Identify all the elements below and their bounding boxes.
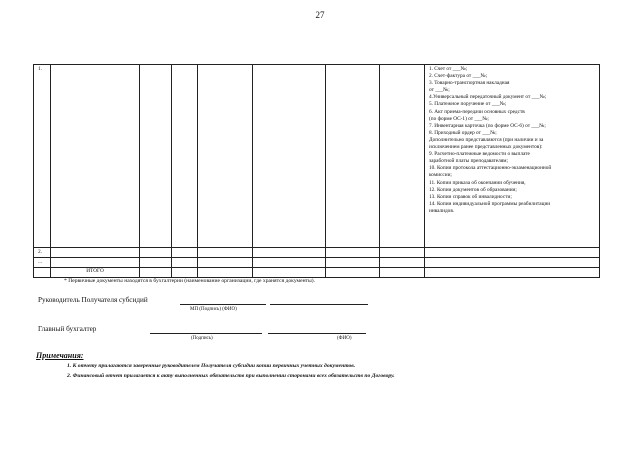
head-signature-line [180,304,266,305]
table-row [34,248,600,258]
document-list-item: (по форме ОС-1) от ___№; [429,115,489,122]
note-item: 1. К отчету прилагаются заверенные руководителем Получателя субсидии копии первичных учетных документов. [67,363,356,369]
table-row [34,65,600,248]
document-list-item: 13. Копии справок об инвалидности; [429,193,512,200]
document-list-item: исключением ранее представленных документов): [429,144,543,151]
documents-list [425,65,600,248]
head-name-line [270,304,368,305]
document-list-item: 12. Копии документов об образовании; [429,186,517,193]
document-list-item: 4.Универсальный передаточный документ от ___№; [429,94,547,101]
accountant-name-line [268,333,366,334]
documents-table [33,64,600,278]
notes-title: Примечания: [36,351,84,360]
document-list-item: 2. Счет-фактура от ___№; [429,73,488,80]
accountant-signature-label: Главный бухгалтер [38,325,97,333]
table-row [34,258,600,268]
accountant-sign-caption: (Подпись) [191,336,213,341]
accountant-signature-line [150,333,262,334]
document-list-item: 9. Расчетно-платежные ведомости о выплате [429,151,530,158]
row-number: 1. [34,65,51,248]
document-list-item: 7. Инвентарная карточка (по форме ОС-6) от ___№; [429,122,546,129]
total-row [34,268,600,278]
document-list-item: комиссии; [429,172,452,179]
page-number: 27 [315,10,325,20]
document-list-item: заработной платы преподавателям; [429,158,508,165]
total-label: ИТОГО [51,268,140,278]
footnote: * Первичные документы находятся в бухгалтерии (наименование организации, где хранятся документы). [64,278,316,284]
note-item: 2. Финансовый отчет прилагается к акту выполненных обязательств при выполнении сторонами всех обязательств по Договору. [67,373,395,379]
head-signature-label: Руководитель Получателя субсидий [38,296,148,304]
document-list-item: 1. Счет от ___№; [429,66,468,72]
document-list-item: 8. Приходный ордер от ___№; [429,129,497,136]
document-list-item: 10. Копии протокола аттестационно-экзаменационной [429,165,552,172]
document-list-item: инвалидов. [429,207,455,214]
document-list-item: Дополнительно представляются (при наличии и за [429,136,544,143]
head-signature-caption: МП (Подпись) (ФИО) [190,307,237,312]
row-number: 2. [34,248,51,258]
document-list-item: 6. Акт приема-передачи основных средств [429,108,525,115]
row-number: ... [34,258,51,268]
accountant-name-caption: (ФИО) [337,336,352,341]
document-list-item: от ___№; [429,87,450,94]
document-list-item: 3. Товарно-транспортная накладная [429,80,510,87]
document-list-item: 11. Копии приказа об окончании обучения, [429,179,526,186]
document-list-item: 14. Копии индивидуальной программы реабилитации [429,200,551,207]
document-list-item: 5. Платежное поручение от ___№; [429,101,507,108]
